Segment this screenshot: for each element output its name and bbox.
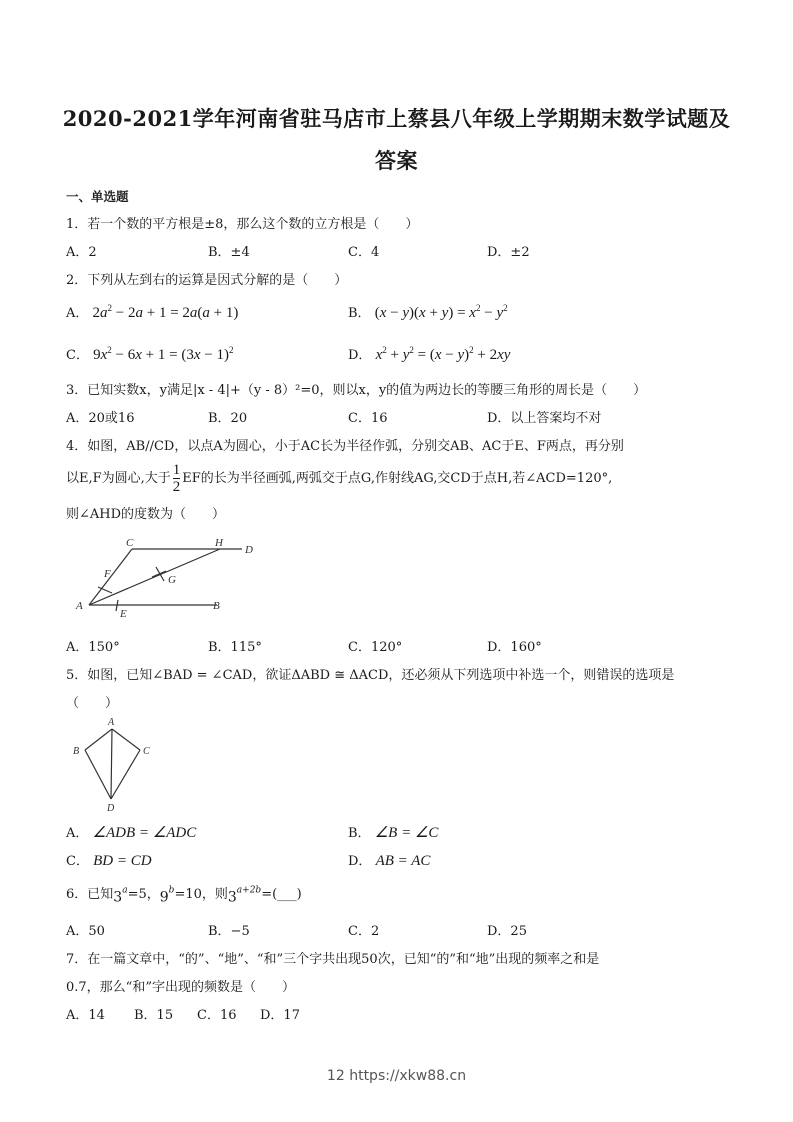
fraction-one-half [173,462,181,495]
q7-option-a: A．14 [66,1008,105,1023]
q6-exp-a: a [122,885,128,896]
q5-option-a-expr: ∠ADB = ∠ADC [92,825,197,841]
q5-option-d-expr: AB = AC [375,853,431,869]
q6-exp-b: b [168,885,175,896]
q6-option-b: B．−5 [208,924,250,939]
q3-option-b: B．20 [208,411,248,426]
q6-blank: =(___) [261,887,302,902]
q2-option-a-expr: $2a^2 - 2a + 1 = 2a(a + 1)$ [92,303,239,321]
footer-url[interactable]: https://xkw88.cn [349,1068,467,1084]
label-a: A [108,717,115,728]
q5-option-b-expr: ∠B = ∠C [374,825,439,841]
q6-option-c: C．2 [348,924,380,939]
q3-option-c: C．16 [348,411,388,426]
q6-eq1: =5， [127,887,160,902]
label-b: B [213,600,220,612]
page-footer [0,1068,793,1084]
q2-option-b-expr: $(x - y)(x + y) = x^2 - y^2$ [374,303,508,321]
q2-option-d-label: D． [348,348,372,363]
q6-option-a: A．50 [66,924,105,939]
fraction-numerator: 1 [172,462,181,478]
q2-option-b [348,302,508,322]
question-5-stem-line2: （ ） [66,696,119,711]
q5-option-d [348,850,430,870]
q6-base-3b: 3 [227,889,237,906]
q4-option-a: A．150° [66,640,120,655]
q5-option-c [66,850,152,870]
q4-option-b: B．115° [208,640,262,655]
q5-kite-figure [70,714,170,814]
q6-stem-pre: 6．已知 [66,887,114,902]
q6-option-d: D．25 [487,924,527,939]
q1-option-d: D．±2 [487,245,530,260]
q1-option-c: C．4 [348,245,380,260]
label-g: G [168,574,176,586]
q3-option-d: D．以上答案均不对 [487,411,602,426]
question-7-stem-line1: 7．在一篇文章中，“的”、“地”、“和”三个字共出现50次，已知“的”和“地”出现的频率之和是 [66,952,600,967]
q2-option-d-expr: $x^2 + y^2 = (x - y)^2 + 2xy$ [375,345,511,363]
question-4-stem-line2 [66,462,612,495]
q6-eq2: =10，则 [174,887,228,902]
q4-line2-post: EF的长为半径画弧,两弧交于点G,作射线AG,交CD于点H,若∠ACD=120°, [182,471,613,486]
q4-line2-pre: 以E,F为圆心,大于 [66,471,171,486]
label-f: F [104,568,111,580]
q4-option-d: D．160° [487,640,542,655]
q3-option-a: A．20或16 [66,411,135,426]
label-c: C [143,746,150,757]
q2-option-c [66,344,233,364]
q5-option-d-label: D． [348,854,372,869]
q2-option-d [348,344,510,364]
label-d: D [107,803,115,814]
document-title-line2: 答案 [375,148,418,173]
q7-option-b: B．15 [134,1008,174,1023]
q7-option-d: D．17 [260,1008,300,1023]
q6-base-9: 9 [159,889,169,906]
q2-option-c-label: C． [66,348,89,363]
q6-base-3: 3 [113,889,123,906]
question-5-stem-line1: 5．如图，已知∠BAD = ∠CAD，欲证ΔABD ≅ ΔACD，还必须从下列选项中补选一个，则错误的选项是 [66,668,675,683]
question-2-stem: 2．下列从左到右的运算是因式分解的是（ ） [66,273,348,288]
question-7-stem-line2: 0.7，那么“和”字出现的频数是（ ） [66,980,295,995]
q1-option-a: A．2 [66,245,97,260]
question-6-stem [66,883,302,906]
q4-option-c: C．120° [348,640,403,655]
question-1-stem: 1．若一个数的平方根是±8，那么这个数的立方根是（ ） [66,217,419,232]
question-4-stem-line3: 则∠AHD的度数为（ ） [66,507,226,522]
q7-option-c: C．16 [197,1008,237,1023]
label-a: A [76,600,83,612]
q5-option-a-label: A． [66,826,89,841]
page-number: 12 [326,1068,345,1084]
q2-option-b-label: B． [348,306,371,321]
label-e: E [120,608,127,620]
section-heading: 一、单选题 [66,189,129,204]
label-h: H [215,537,223,549]
q5-option-b-label: B． [348,826,371,841]
question-4-stem-line1: 4．如图，AB//CD，以点A为圆心，小于AC长为半径作弧，分别交AB、AC于E、F两点，再分别 [66,439,624,454]
q2-option-a-label: A． [66,306,89,321]
question-3-stem: 3．已知实数x，y满足|x - 4|+（y - 8）²=0，则以x，y的值为两边长的等腰三角形的周长是（ ） [66,383,647,398]
q5-option-c-expr: BD = CD [93,853,152,869]
q5-option-a [66,822,196,842]
q2-option-a [66,302,238,322]
q2-option-c-expr: $9x^2 - 6x + 1 = (3x - 1)^2$ [93,345,234,363]
q1-option-b: B．±4 [208,245,250,260]
document-title-line1: 2020-2021学年河南省驻马店市上蔡县八年级上学期期末数学试题及 [62,106,731,131]
label-c: C [126,537,134,549]
q4-geometry-figure [72,535,272,620]
label-b: B [73,746,80,757]
q5-option-c-label: C． [66,854,89,869]
q6-exp-a2b: a+2b [236,885,262,896]
label-d: D [245,544,253,556]
fraction-denominator: 2 [172,479,181,495]
q5-option-b [348,822,438,842]
